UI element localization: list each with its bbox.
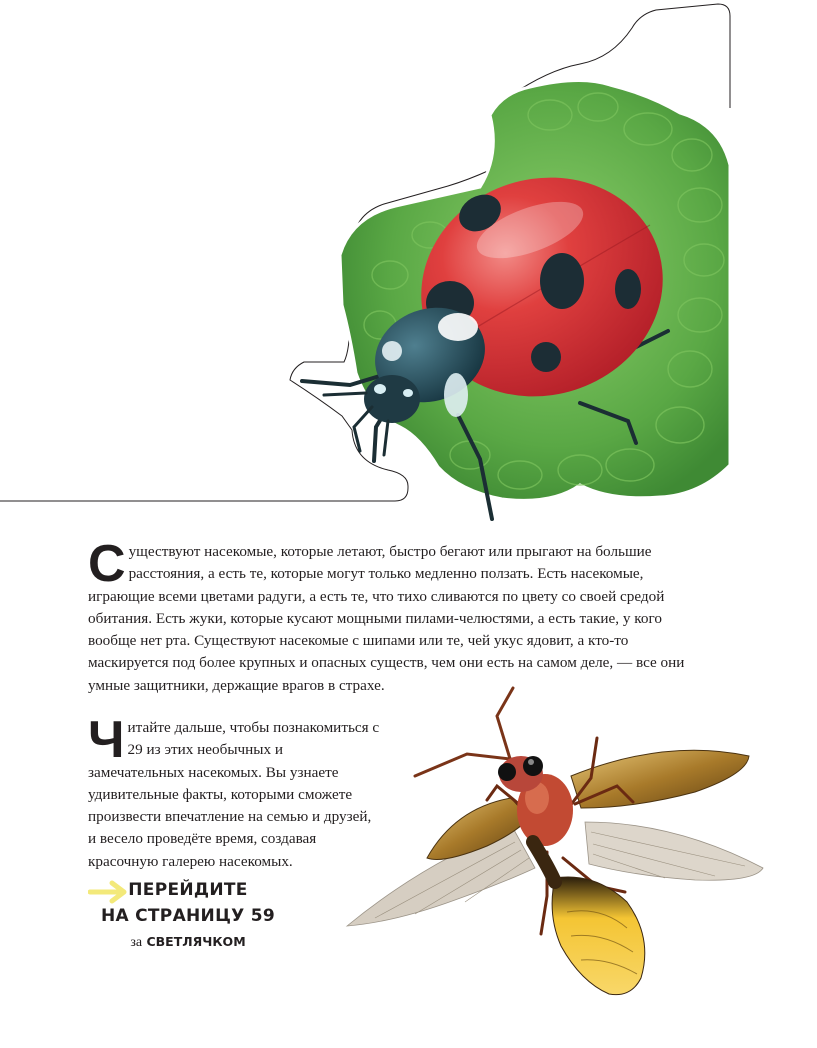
- firefly-wing-right: [585, 822, 763, 880]
- ladybug-head: [364, 375, 420, 423]
- firefly-abdomen: [552, 877, 645, 995]
- see-page-target: [88, 932, 288, 953]
- intro-paragraph: [88, 535, 698, 697]
- intro-paragraph-text: уществуют насекомые, которые летают, быстро бегают или прыгают на большие расстояния, а есть те, которые могут только медленно ползать. Есть насекомые, играющие всеми цветами радуги, а есть те, что тихо сливаются по цвету со своей средой обитания. Есть жуки, которые кусают мощными пилами-челюстями, а есть такие, у кого вообще нет рта. Существуют насекомые с шипами или те, чей укус ядовит, а кто-то маскируется под более крупных и опасных существ, чем они есть на самом деле, — все они умные защитники, держащие врагов в страхе.: [88, 543, 685, 694]
- see-page-link[interactable]: [88, 878, 288, 953]
- read-on-paragraph-text: итайте дальше, чтобы познакомиться с 29 из этих необычных и замечательных насекомых. Вы узнаете удивительные факты, которыми сможете произвести впечатление на семью и друзей, и весело проведёте время, создавая красочную галерею насекомых.: [88, 719, 380, 870]
- ladybug-illustration: [280, 55, 730, 525]
- firefly-elytron-right: [571, 750, 749, 808]
- firefly-illustration: [335, 682, 790, 1002]
- dropcap-letter: Ч: [88, 711, 125, 769]
- dropcap-letter: С: [88, 535, 126, 593]
- see-page-prefix: за: [130, 935, 143, 950]
- see-page-line-1: ПЕРЕЙДИТЕ: [128, 880, 248, 900]
- see-page-target-name: СВЕТЛЯЧКОМ: [146, 934, 246, 949]
- see-page-line-2: НА СТРАНИЦУ 59: [100, 906, 276, 926]
